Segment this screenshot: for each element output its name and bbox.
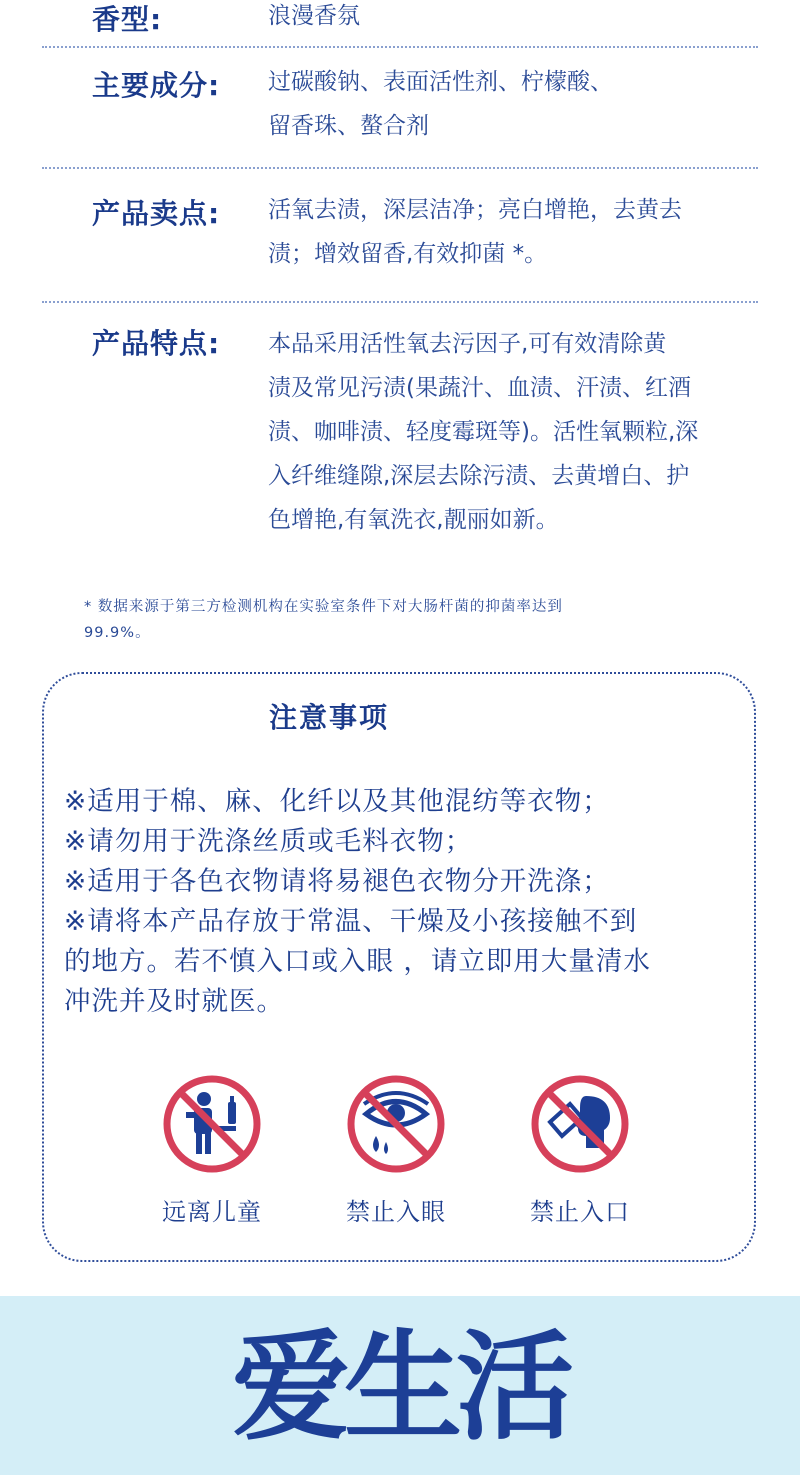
warning-eyes (326, 1074, 466, 1227)
notice-item: ※适用于各色衣物请将易褪色衣物分开洗涤； (64, 866, 610, 897)
warning-mouth (510, 1074, 650, 1227)
separator (42, 46, 758, 48)
notice-list (64, 782, 744, 1022)
icon-label: 禁止入眼 (346, 1198, 446, 1226)
notice-box (42, 672, 756, 1262)
do-not-swallow-icon (530, 1074, 630, 1174)
notice-item: ※请勿用于洗涤丝质或毛料衣物； (64, 826, 473, 857)
warning-children (142, 1074, 282, 1227)
spec-value: 活氧去渍，深层洁净；亮白增艳，去黄去 渍；增效留香,有效抑菌 *。 (268, 197, 682, 267)
spec-label: 主要成分: (92, 69, 221, 102)
icon-label: 远离儿童 (162, 1198, 262, 1226)
spec-label: 产品卖点: (92, 197, 221, 230)
spec-label: 产品特点: (92, 327, 221, 360)
notice-item: 的地方。若不慎入口或入眼 ，请立即用大量清水 (64, 946, 651, 977)
notice-title: 注意事项 (268, 701, 389, 734)
brand-band (0, 1296, 800, 1475)
spec-value: 本品采用活性氧去污因子,可有效清除黄 渍及常见污渍(果蔬汁、血渍、汗渍、红酒 渍、咖啡渍、轻度霉斑等)。活性氧颗粒,深 入纤维缝隙,深层去除污渍、去黄增白、护 色增艳,有氧洗衣,靓丽如新。 (268, 331, 699, 533)
no-eye-contact-icon (346, 1074, 446, 1174)
footnote: * 数据来源于第三方检测机构在实验室条件下对大肠杆菌的抑菌率达到 99.9%。 (84, 599, 563, 641)
icon-label: 禁止入口 (530, 1198, 630, 1226)
spec-value: 过碳酸钠、表面活性剂、柠檬酸、 留香珠、螯合剂 (268, 69, 613, 139)
spec-label: 香型: (92, 3, 163, 36)
notice-item: ※请将本产品存放于常温、干燥及小孩接触不到 (64, 906, 638, 937)
notice-item: ※适用于棉、麻、化纤以及其他混纺等衣物； (64, 786, 610, 817)
separator (42, 301, 758, 303)
spec-value: 浪漫香氛 (268, 3, 360, 29)
separator (42, 167, 758, 169)
brand-logo: 爱生活 (231, 1318, 568, 1456)
notice-item: 冲洗并及时就医。 (64, 986, 284, 1017)
keep-away-from-children-icon (162, 1074, 262, 1174)
